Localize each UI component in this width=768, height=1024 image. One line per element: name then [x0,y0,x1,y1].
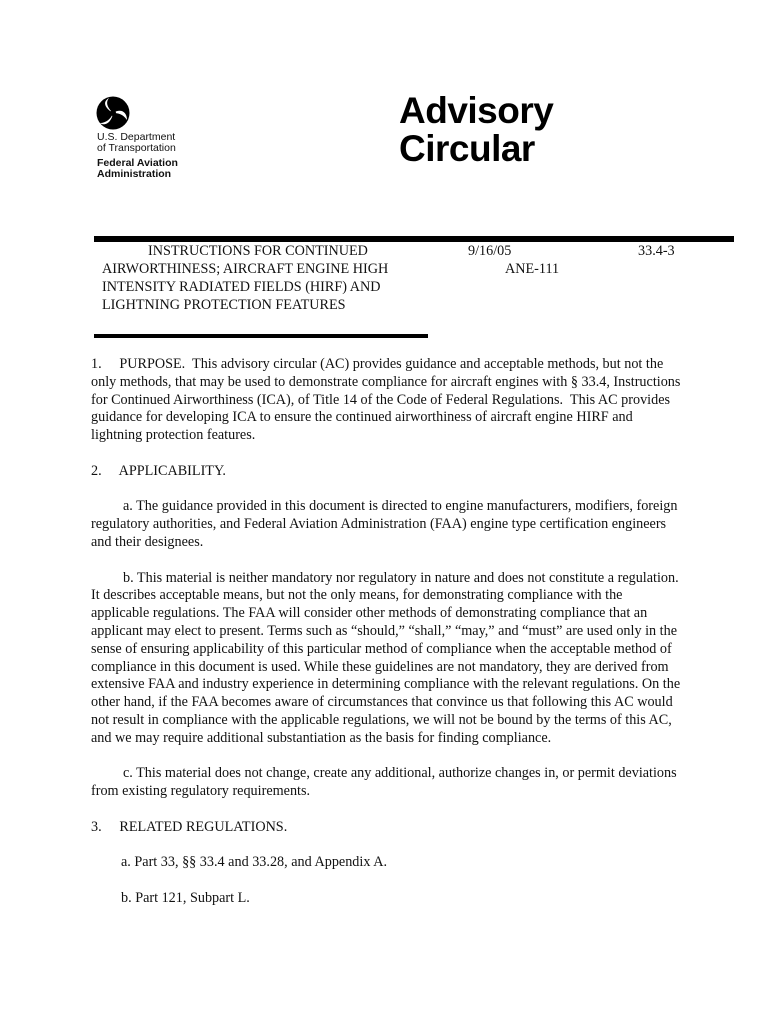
subject-line-4: LIGHTNING PROTECTION FEATURES [102,297,346,313]
issue-date: 9/16/05 [468,243,512,259]
agency-line-4: Administration [97,168,172,180]
subject-line-3: INTENSITY RADIATED FIELDS (HIRF) AND [102,279,381,295]
agency-line-1: U.S. Department [97,131,176,143]
subject-line-2: AIRWORTHINESS; AIRCRAFT ENGINE HIGH [102,261,389,277]
document-body [91,356,683,926]
section-3a: a. Part 33, §§ 33.4 and 33.28, and Appendix A. [121,854,387,871]
section-1-purpose: 1. PURPOSE. This advisory circular (AC) provides guidance and acceptable methods, but not the only methods, that may be used to demonstrate compliance for aircraft engines with § 33.4, Instructions for Continued Airworthiness (ICA), of Title 14 of the Code of Federal Regulations. This AC provides guidance for developing ICA to ensure the continued airworthiness of aircraft engine HIRF and lightning protection features. [91,356,684,444]
initiating-office: ANE-111 [505,261,560,277]
subject-block [102,242,442,314]
subject-line-1: INSTRUCTIONS FOR CONTINUED [148,243,368,259]
agency-block [97,132,178,180]
title-line-1: Advisory [399,90,554,131]
section-2a: a. The guidance provided in this document is directed to engine manufacturers, modifiers, foreign regulatory authorities, and Federal Aviation Administration (FAA) engine type certification engineers and their designees. [91,498,678,550]
subject-rule [94,334,428,338]
agency-line-3: Federal Aviation [97,157,178,169]
title-line-2: Circular [399,128,535,169]
dot-logo-icon [96,96,130,130]
section-2b: b. This material is neither mandatory nor regulatory in nature and does not constitute a regulation. It describes acceptable means, but not the only means, for demonstrating compliance with the applicable regulations. The FAA will consider other methods of demonstrating compliance that an applicant may elect to present. Terms such as “should,” “shall,” “may,” and “must” are used only in the sense of ensuring applicability of this particular method of compliance when the acceptable method of compliance in this document is used. While these guidelines are not mandatory, they are derived from extensive FAA and industry experience in determining compliance with the relevant regulations. On the other hand, if the FAA becomes aware of circumstances that convince us that following this AC would not result in compliance with the applicable regulations, we will not be bound by the terms of this AC, and we may require additional substantiation as the basis for finding compliance. [91,569,681,746]
ac-number: 33.4-3 [638,243,675,259]
agency-line-2: of Transportation [97,142,176,154]
section-2-heading: 2. APPLICABILITY. [91,462,226,479]
document-type-title [399,92,553,168]
section-3-heading: 3. RELATED REGULATIONS. [91,818,288,835]
section-3b: b. Part 121, Subpart L. [121,889,250,906]
section-2c: c. This material does not change, create any additional, authorize changes in, or permit deviations from existing regulatory requirements. [91,765,677,800]
